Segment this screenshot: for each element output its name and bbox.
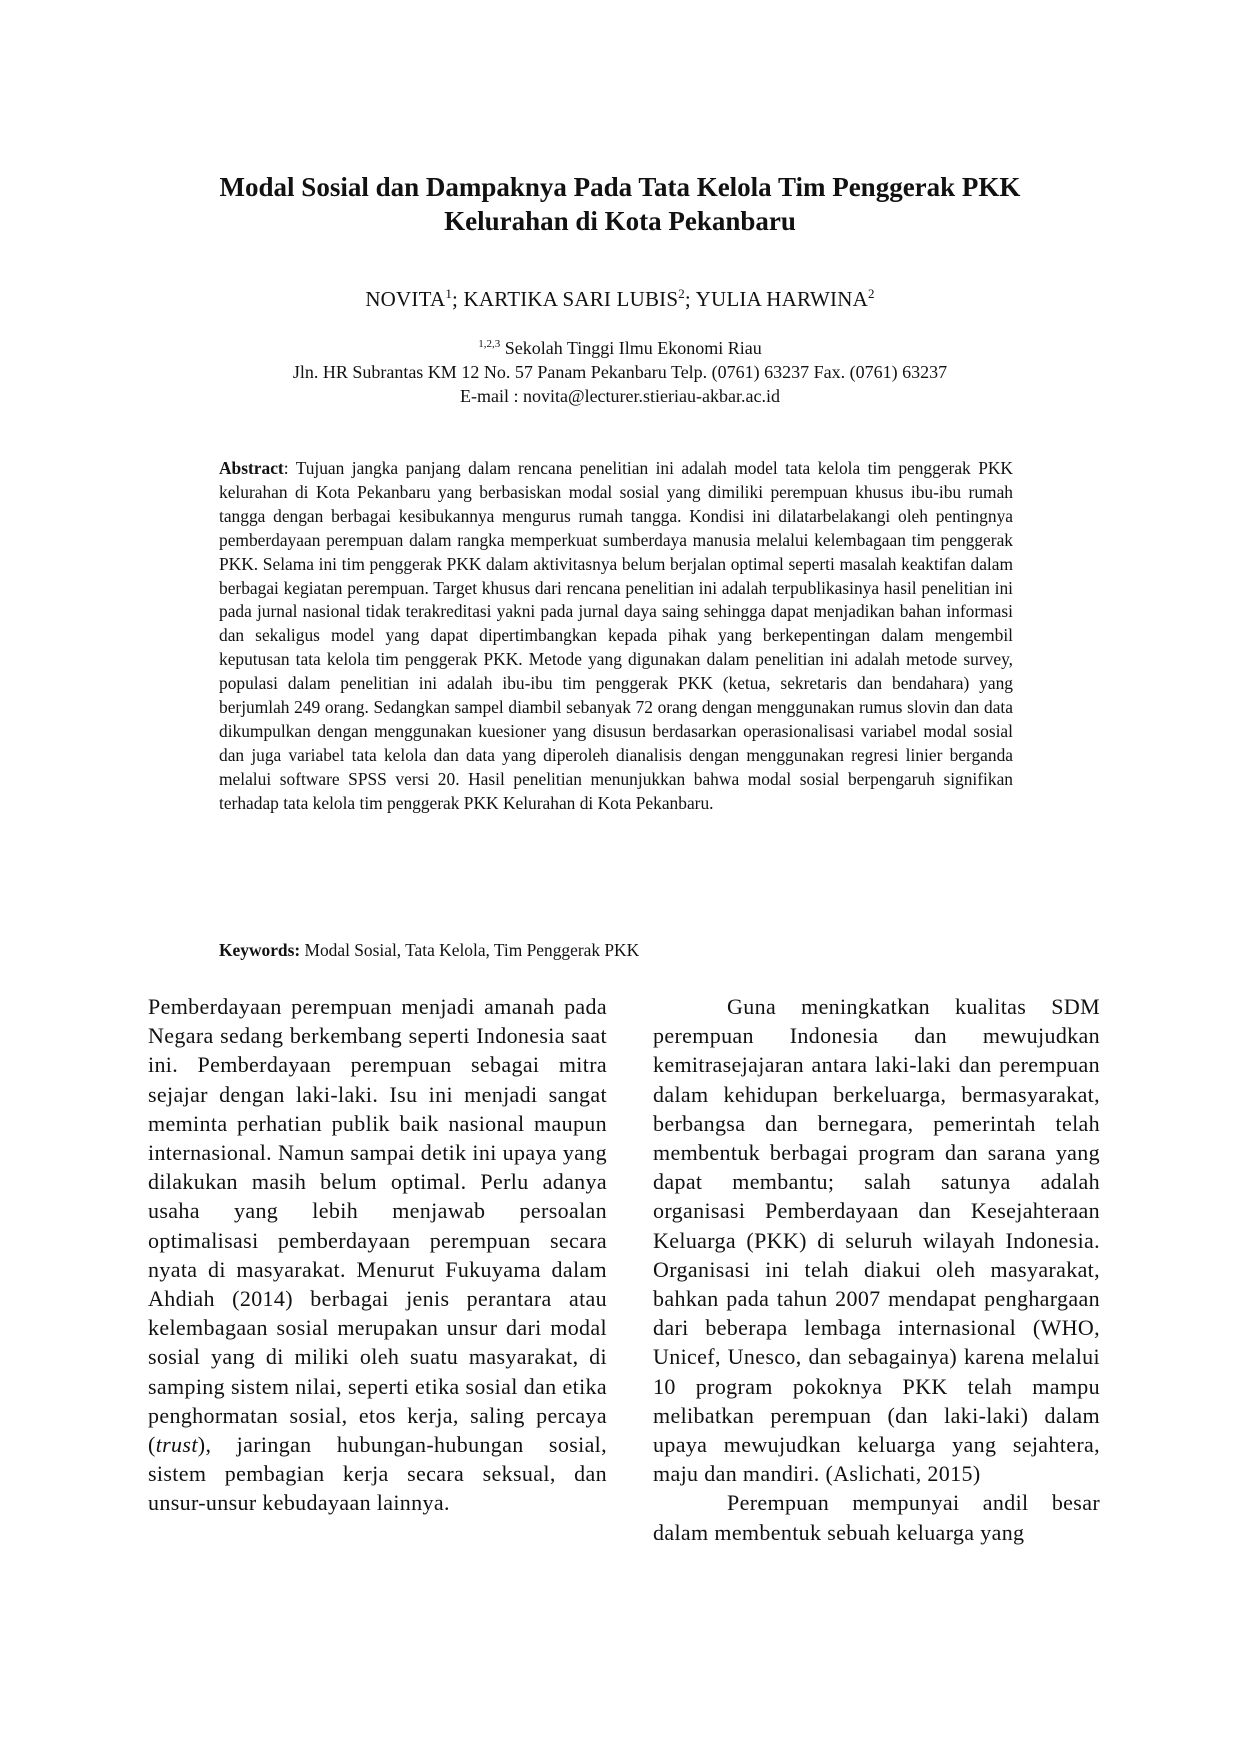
- affiliation-block: [150, 336, 1090, 408]
- affiliation-institution-line: [150, 336, 1090, 360]
- abstract-text: : Tujuan jangka panjang dalam rencana penelitian ini adalah model tata kelola tim penggerak PKK kelurahan di Kota Pekanbaru yang berbasiskan modal sosial yang dimiliki perempuan khusus ibu-ibu rumah tangga dengan berbagai kesibukannya mengurus rumah tangga. Kondisi ini dilatarbelakangi oleh pentingnya pemberdayaan perempuan dalam rangka memperkuat sumberdaya manusia melalui kelembagaan tim penggerak PKK. Selama ini tim penggerak PKK dalam aktivitasnya belum berjalan optimal seperti masalah keaktifan dalam berbagai kegiatan perempuan. Target khusus dari rencana penelitian ini adalah terpublikasinya hasil penelitian ini pada jurnal nasional tidak terakreditasi yakni pada jurnal daya saing sehingga dapat menjadikan bahan informasi dan sekaligus model yang dapat dipertimbangkan kepada pihak yang berkepentingan dalam mengembil keputusan tata kelola tim penggerak PKK. Metode yang digunakan dalam penelitian ini adalah metode survey, populasi dalam penelitian ini adalah ibu-ibu tim penggerak PKK (ketua, sekretaris dan bendahara) yang berjumlah 249 orang. Sedangkan sampel diambil sebanyak 72 orang dengan menggunakan rumus slovin dan data dikumpulkan dengan menggunakan kuesioner yang disusun berdasarkan operasionalisasi variabel modal sosial dan juga variabel tata kelola dan data yang diperoleh dianalisis dengan menggunakan regresi linier berganda melalui software SPSS versi 20. Hasil penelitian menunjukkan bahwa modal sosial berpengaruh signifikan terhadap tata kelola tim penggerak PKK Kelurahan di Kota Pekanbaru.: [219, 458, 1013, 813]
- affiliation-institution: Sekolah Tinggi Ilmu Ekonomi Riau: [500, 338, 762, 358]
- author-name: KARTIKA SARI LUBIS: [463, 287, 679, 311]
- keywords: [219, 938, 1013, 962]
- body-paragraph: [148, 992, 607, 1518]
- affiliation-mark: 1,2,3: [478, 338, 501, 350]
- body-paragraph: Guna meningkatkan kualitas SDM perempuan Indonesia dan mewujudkan kemitrasejajaran antara laki-laki dan perempuan dalam kehidupan berkeluarga, bermasyarakat, berbangsa dan bernegara, pemerintah telah membentuk berbagai program dan sarana yang dapat membantu; salah satunya adalah organisasi Pemberdayaan dan Kesejahteraan Keluarga (PKK) di seluruh wilayah Indonesia. Organisasi ini telah diakui oleh masyarakat, bahkan pada tahun 2007 mendapat penghargaan dari beberapa lembaga internasional (WHO, Unicef, Unesco, dan sebagainya) karena melalui 10 program pokoknya PKK telah mampu melibatkan perempuan (dan laki-laki) dalam upaya mewujudkan keluarga yang sejahtera, maju dan mandiri. (Aslichati, 2015): [653, 994, 1100, 1487]
- body-italic-term: trust: [155, 1432, 198, 1458]
- body-column-left: [148, 992, 607, 1518]
- abstract: [219, 457, 1013, 816]
- author-affiliation-mark: 2: [867, 286, 875, 301]
- paper-title-line-1: Modal Sosial dan Dampaknya Pada Tata Kelola Tim Penggerak PKK: [219, 172, 1021, 202]
- affiliation-address: Jln. HR Subrantas KM 12 No. 57 Panam Pekanbaru Telp. (0761) 63237 Fax. (0761) 63237: [292, 362, 948, 382]
- keywords-text: Modal Sosial, Tata Kelola, Tim Penggerak PKK: [300, 940, 640, 960]
- author-affiliation-mark: 2: [678, 286, 685, 301]
- body-text: ), jaringan hubungan-hubungan sosial, sistem pembagian kerja secara seksual, dan unsur-unsur kebudayaan lainnya.: [148, 1432, 607, 1516]
- author-name: NOVITA: [365, 287, 446, 311]
- body-text: Pemberdayaan perempuan menjadi amanah pada Negara sedang berkembang seperti Indonesia saat ini. Pemberdayaan perempuan sebagai mitra sejajar dengan laki-laki. Isu ini menjadi sangat meminta perhatian publik baik nasional maupun internasional. Namun sampai detik ini upaya yang dilakukan masih belum optimal. Perlu adanya usaha yang lebih menjawab persoalan optimalisasi pemberdayaan perempuan secara nyata di masyarakat. Menurut Fukuyama dalam Ahdiah (2014) berbagai jenis perantara atau kelembagaan sosial merupakan unsur dari modal sosial yang di miliki oleh suatu masyarakat, di samping sistem nilai, seperti etika sosial dan etika penghormatan sosial, etos kerja, saling percaya (: [148, 994, 607, 1458]
- paper-title-line-2: Kelurahan di Kota Pekanbaru: [444, 206, 796, 236]
- affiliation-email: E-mail : novita@lecturer.stieriau-akbar.ac.id: [460, 386, 780, 406]
- body-column-right: [653, 992, 1100, 1547]
- keywords-label: Keywords:: [219, 940, 301, 960]
- author-separator: ;: [452, 287, 464, 311]
- abstract-label: Abstract: [219, 458, 284, 478]
- author-name: YULIA HARWINA: [695, 287, 868, 311]
- author-affiliation-mark: 1: [445, 286, 453, 301]
- paper-title: [150, 170, 1090, 238]
- body-paragraph: Perempuan mempunyai andil besar dalam membentuk sebuah keluarga yang: [653, 1490, 1100, 1545]
- author-list: [150, 286, 1090, 312]
- author-separator: ;: [684, 287, 696, 311]
